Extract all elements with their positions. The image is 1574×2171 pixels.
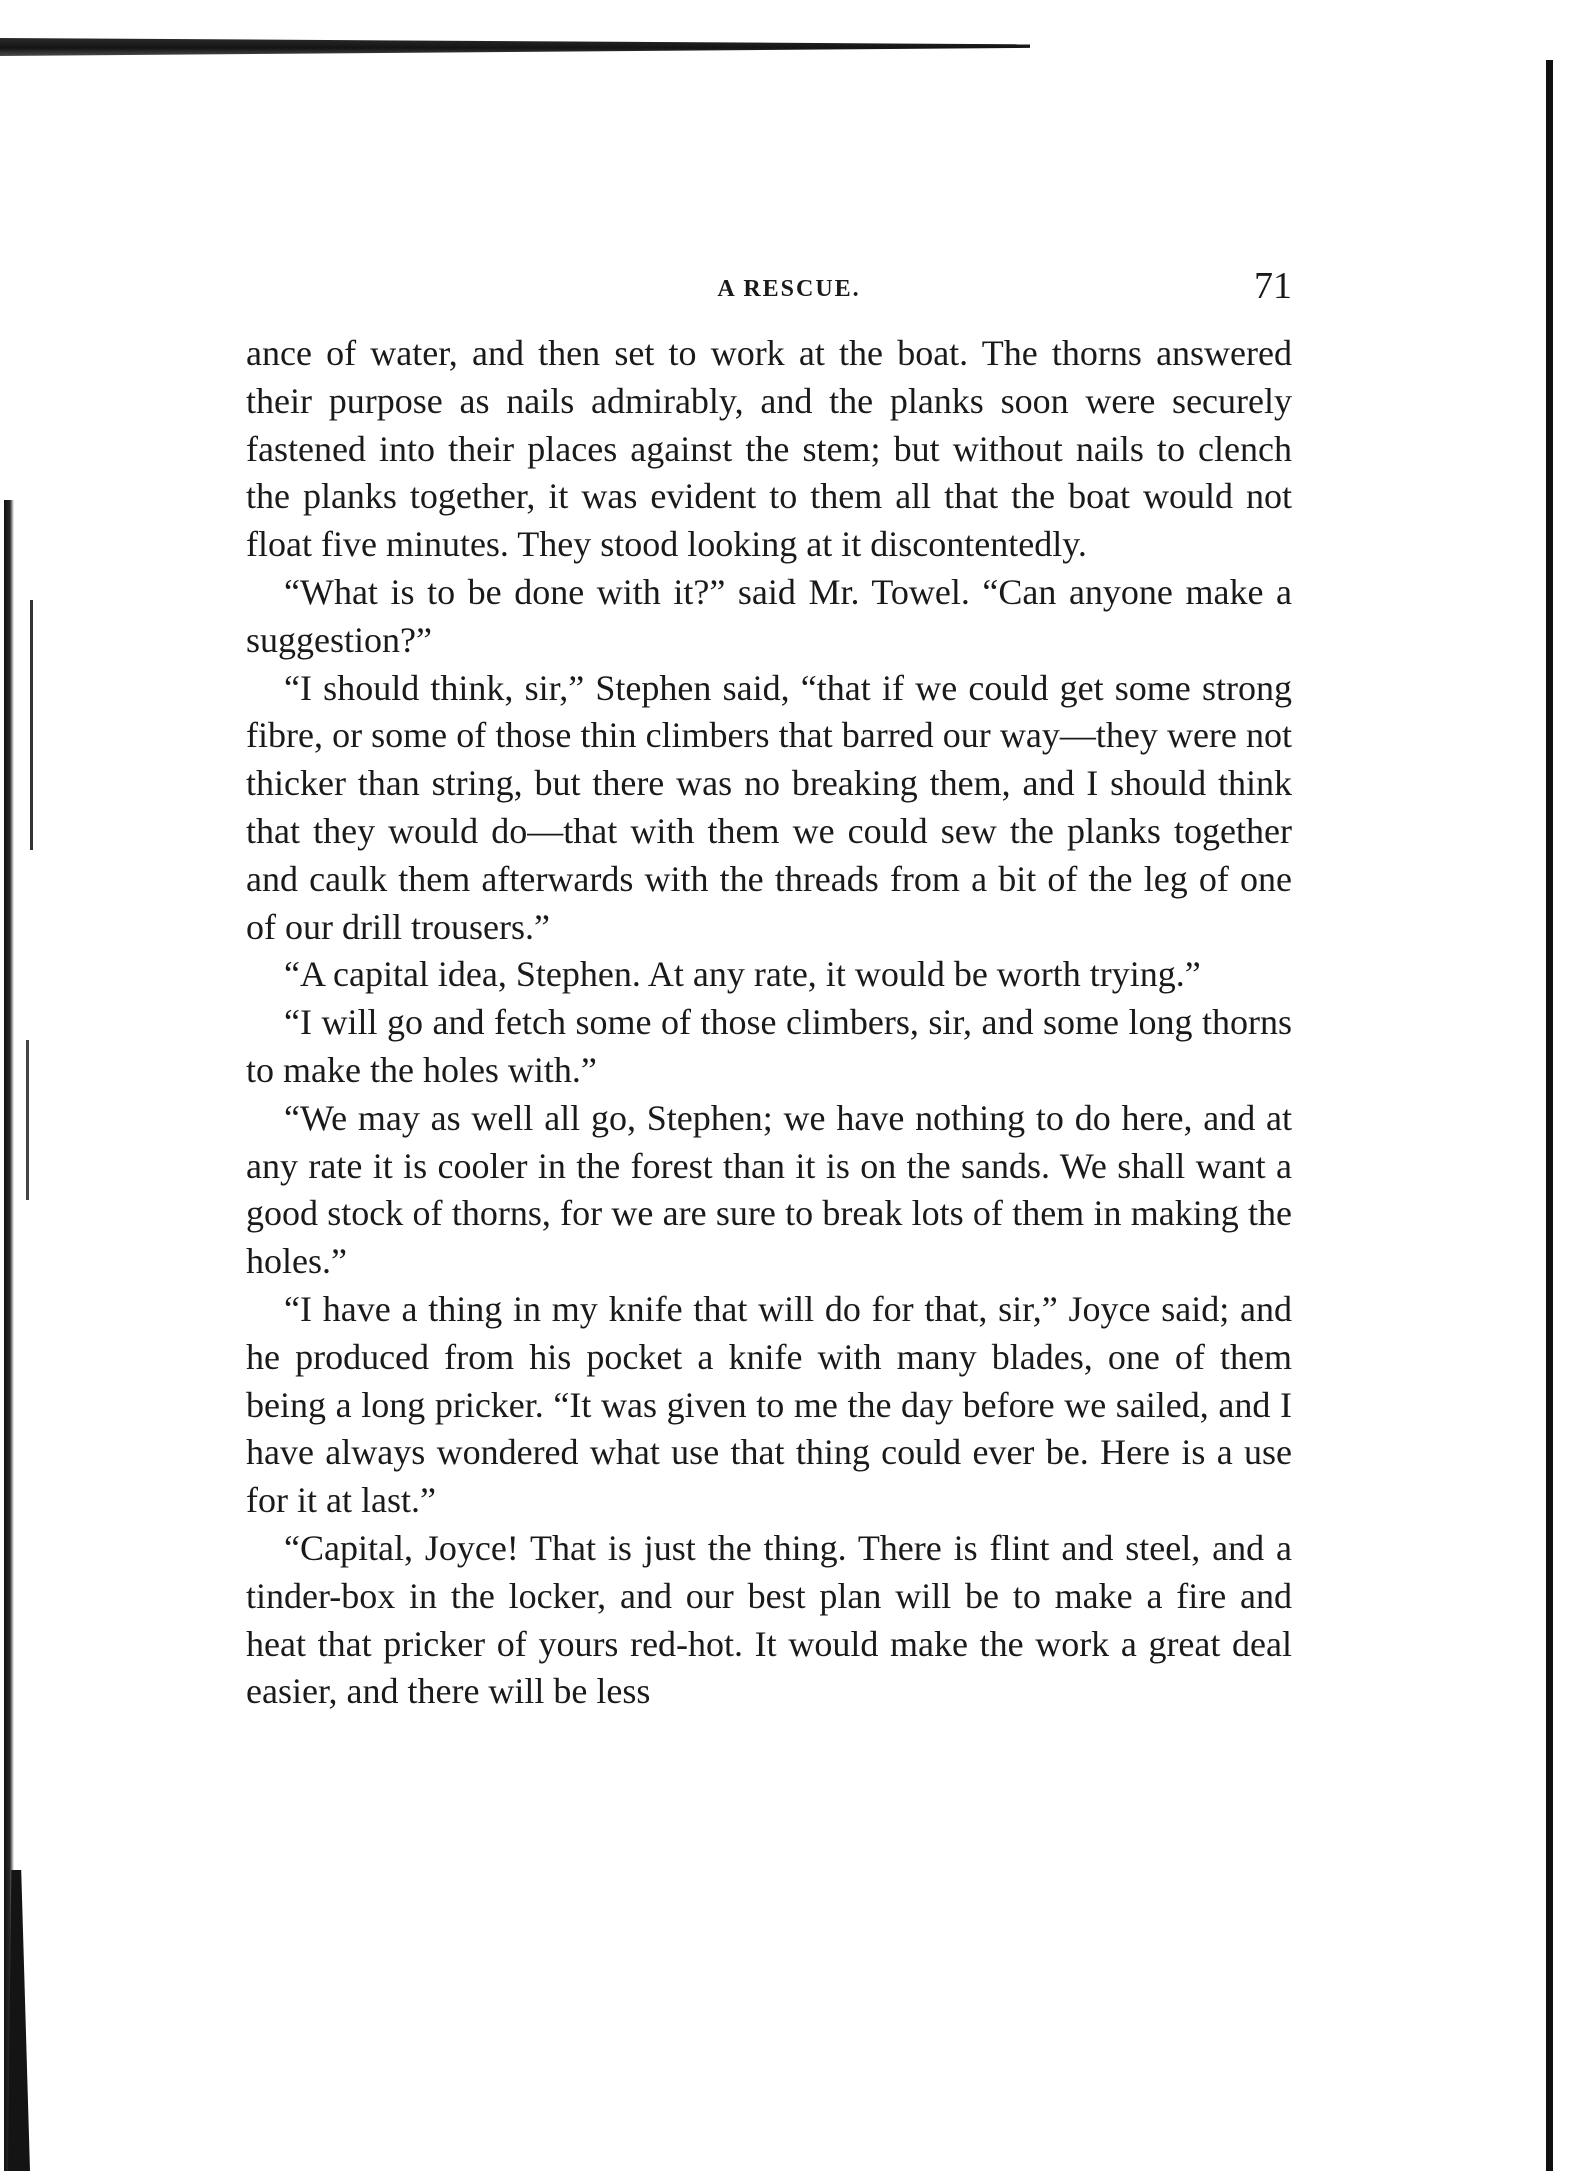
scan-mark <box>26 1040 29 1200</box>
body-text <box>246 330 1292 1716</box>
scan-edge-right <box>1546 60 1553 2171</box>
scan-mark <box>8 1870 30 2171</box>
paragraph: “A capital idea, Stephen. At any rate, it would be worth trying.” <box>284 954 1201 995</box>
paragraph: “I have a thing in my knife that will do for that, sir,” Joyce said; and he produced from his pocket a knife with many blades, one of them being a long pricker. “It was given to me the day before we sailed, and I have always wondered what use that thing could ever be. Here is a use for it at last.” <box>246 1288 1292 1521</box>
paragraph: “What is to be done with it?” said Mr. Towel. “Can anyone make a suggestion?” <box>246 571 1292 660</box>
paragraph: ance of water, and then set to work at the boat. The thorns answered their purpose as nails admirably, and the planks soon were securely fastened into their places against the stem; but without nails to clench the planks together, it was evident to them all that the boat would not float five minutes. They stood looking at it discontentedly. <box>246 333 1292 565</box>
chapter-title: A RESCUE. <box>717 276 861 302</box>
paragraph: “Capital, Joyce! That is just the thing. There is flint and steel, and a tinder-box in the locker, and our best plan will be to make a fire and heat that pricker of yours red-hot. It would make the work a great deal easier, and there will be less <box>246 1527 1292 1712</box>
paragraph: “We may as well all go, Stephen; we have nothing to do here, and at any rate it is cooler in the forest than it is on the sands. We shall want a good stock of thorns, for we are sure to break lots of them in making the holes.” <box>246 1097 1292 1282</box>
paragraph: “I should think, sir,” Stephen said, “that if we could get some strong fibre, or some of those thin climbers that barred our way—they were not thicker than string, but there was no breaking them, and I should think that they would do—that with them we could sew the planks together and caulk them afterwards with the threads from a bit of the leg of one of our drill trousers.” <box>246 667 1292 947</box>
scan-edge-top <box>0 38 1030 56</box>
scan-mark <box>30 600 33 850</box>
running-head <box>246 264 1292 316</box>
paragraph: “I will go and fetch some of those climbers, sir, and some long thorns to make the holes with.” <box>246 1002 1292 1090</box>
page-number: 71 <box>1254 265 1292 307</box>
